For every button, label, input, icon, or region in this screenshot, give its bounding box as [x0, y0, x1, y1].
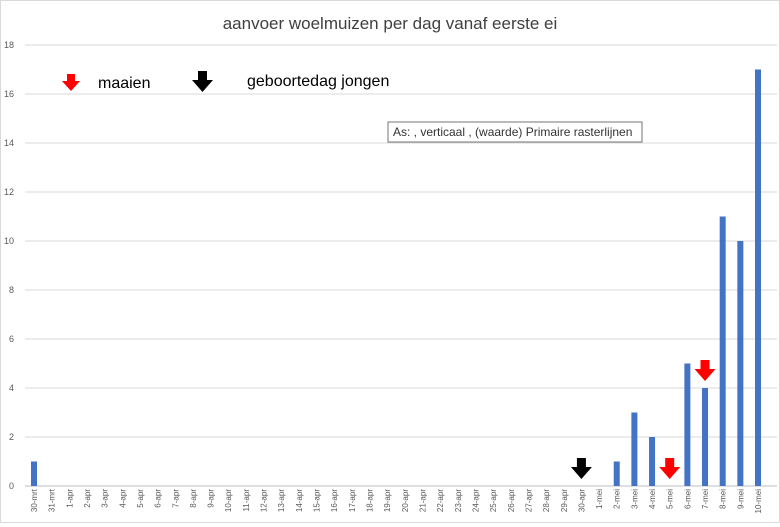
x-tick-label: 6-mei [683, 489, 693, 510]
y-tick-label: 18 [3, 40, 14, 50]
bar-30-mrt [31, 462, 37, 487]
x-tick-label: 4-apr [118, 489, 128, 508]
x-tick-label: 12-apr [259, 489, 269, 513]
y-tick-label: 0 [8, 481, 14, 491]
x-tick-label: 21-apr [418, 489, 428, 513]
y-tick-label: 4 [8, 383, 14, 393]
y-tick-label: 16 [3, 89, 14, 99]
x-tick-label: 8-apr [188, 489, 198, 508]
red-down-arrow-icon [62, 74, 80, 91]
axis-tooltip [388, 122, 642, 142]
y-tick-label: 14 [3, 138, 14, 148]
x-tick-label: 10-mei [754, 489, 763, 514]
legend-geboortedag-label: geboortedag jongen [247, 73, 390, 90]
bar-6-mei [684, 364, 690, 487]
x-tick-label: 3-mei [630, 489, 640, 510]
y-tick-label: 6 [8, 334, 14, 344]
x-tick-label: 5-apr [135, 489, 145, 508]
x-tick-label: 19-apr [383, 489, 393, 513]
x-tick-label: 24-apr [471, 489, 481, 513]
y-tick-label: 8 [8, 285, 14, 295]
bar-7-mei [702, 388, 708, 486]
x-tick-label: 25-apr [489, 489, 499, 513]
legend-maaien-label: maaien [98, 75, 151, 92]
y-tick-label: 12 [3, 187, 14, 197]
x-tick-label: 9-mei [736, 489, 746, 510]
x-tick-label: 16-apr [330, 489, 340, 513]
bar-10-mei [755, 70, 761, 487]
gridlines [25, 45, 777, 486]
x-tick-label: 30-mrt [30, 489, 39, 513]
x-axis-ticks [30, 488, 763, 513]
x-tick-label: 13-apr [277, 489, 287, 513]
x-tick-label: 3-apr [100, 489, 110, 508]
x-tick-label: 9-apr [206, 489, 216, 508]
annotation-legend [62, 71, 389, 92]
legend-geboortedag [192, 71, 389, 92]
bar-2-mei [614, 462, 620, 487]
tooltip-text: As: , verticaal , (waarde) Primaire rasterlijnen [393, 125, 633, 139]
x-tick-label: 23-apr [453, 489, 463, 513]
x-tick-label: 17-apr [347, 489, 357, 513]
x-tick-label: 2-apr [82, 489, 92, 508]
x-tick-label: 31-mrt [47, 489, 57, 513]
x-tick-label: 7-mei [701, 489, 711, 510]
bar-chart [1, 1, 779, 522]
x-tick-label: 22-apr [436, 489, 446, 513]
x-tick-label: 15-apr [312, 489, 322, 513]
x-tick-label: 6-apr [153, 489, 163, 508]
x-tick-label: 5-mei [665, 489, 675, 510]
y-axis-ticks [4, 40, 14, 491]
red-down-arrow-icon [659, 458, 680, 479]
x-tick-label: 2-mei [612, 489, 622, 510]
bar-4-mei [649, 437, 655, 486]
x-tick-label: 27-apr [524, 489, 534, 513]
black-down-arrow-icon [571, 458, 592, 479]
x-tick-label: 28-apr [542, 489, 552, 513]
x-tick-label: 1-apr [65, 489, 75, 508]
x-tick-label: 1-mei [595, 489, 605, 510]
x-tick-label: 8-mei [718, 489, 728, 510]
x-tick-label: 11-apr [241, 489, 251, 512]
bar-8-mei [720, 217, 726, 487]
x-tick-label: 7-apr [171, 489, 181, 508]
annotation-markers [571, 360, 716, 479]
x-tick-label: 26-apr [506, 489, 516, 513]
x-tick-label: 30-apr [577, 489, 587, 513]
x-tick-label: 14-apr [294, 489, 304, 513]
y-tick-label: 2 [8, 432, 14, 442]
x-tick-label: 10-apr [224, 489, 234, 513]
x-tick-label: 18-apr [365, 489, 375, 513]
black-down-arrow-icon [192, 71, 213, 92]
red-down-arrow-icon [695, 360, 716, 381]
x-tick-label: 20-apr [400, 489, 410, 513]
bar-9-mei [737, 241, 743, 486]
y-tick-label: 10 [3, 236, 14, 246]
chart-title: aanvoer woelmuizen per dag vanaf eerste ei [222, 14, 558, 33]
x-tick-label: 29-apr [559, 489, 569, 513]
x-tick-label: 4-mei [648, 489, 658, 510]
bar-3-mei [631, 413, 637, 487]
legend-maaien [62, 74, 150, 92]
